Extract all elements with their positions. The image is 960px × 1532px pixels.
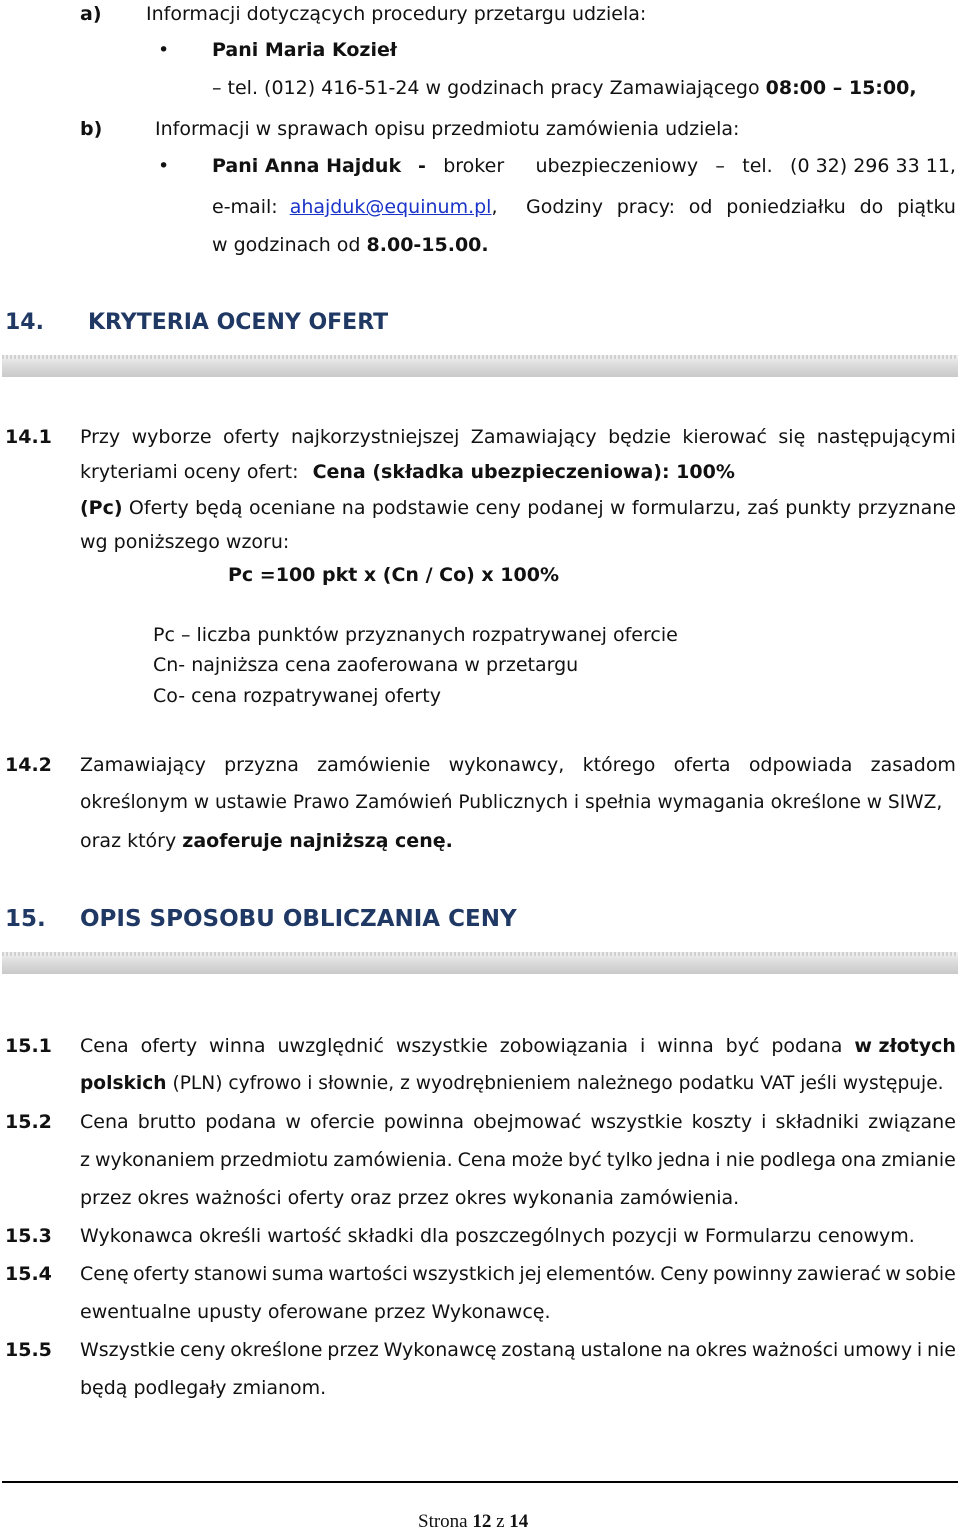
list-label-a: a) [80, 3, 102, 25]
office-hours-line: Godziny pracy: od poniedziałku do piątku [526, 196, 956, 218]
section-divider [2, 952, 958, 974]
section-divider [2, 355, 958, 377]
list-label-b: b) [80, 118, 103, 140]
para-15-4-line-1: Cenę oferty stanowi suma wartości wszystkich jej elementów. Ceny powinny zawierać w sobie [80, 1263, 956, 1285]
contact-line-a [212, 79, 917, 98]
para-14-1-line-1: Przy wyborze oferty najkorzystniejszej Zamawiający będzie kierować się następującymi [80, 426, 956, 448]
footer-rule [2, 1481, 958, 1483]
page-number: Strona 12 z 14 [418, 1511, 529, 1532]
para-14-1-line-2: kryteriami oceny ofert: Cena (składka ubezpieczeniowa): 100% [80, 461, 735, 483]
para-15-2-line-1: Cena brutto podana w ofercie powinna obejmować wszystkie koszty i składniki związane [80, 1111, 956, 1133]
para-14-1-line-3: (Pc) Oferty będą oceniane na podstawie ceny podanej w formularzu, zaś punkty przyznane [80, 497, 956, 519]
section-title-15: OPIS SPOSOBU OBLICZANIA CENY [80, 906, 517, 932]
section-number-15: 15. [5, 906, 46, 932]
legend-item: Cn- najniższa cena zaoferowana w przetargu [153, 654, 579, 676]
contact-role-line: - broker ubezpieczeniowy – tel. (0 32) 296 33 11, [418, 155, 956, 177]
para-15-5-line-2: będą podlegały zmianom. [80, 1377, 327, 1399]
para-number-15-5: 15.5 [5, 1339, 52, 1361]
para-number-15-1: 15.1 [5, 1035, 52, 1057]
para-15-1-line-1: Cena oferty winna uwzględnić wszystkie zobowiązania i winna być podana w złotych [80, 1035, 956, 1057]
para-15-1-line-2: polskich (PLN) cyfrowo i słownie, z wyodrębnieniem należnego podatku VAT jeśli występuje. [80, 1073, 944, 1094]
para-14-1-line-4: wg poniższego wzoru: [80, 531, 290, 553]
para-number-14-1: 14.1 [5, 426, 52, 448]
section-b-text: Informacji w sprawach opisu przedmiotu zamówienia udziela: [155, 118, 740, 140]
section-a-text: Informacji dotyczących procedury przetargu udziela: [146, 3, 647, 25]
para-14-2-line-1: Zamawiający przyzna zamówienie wykonawcy, którego oferta odpowiada zasadom [80, 754, 956, 776]
contact-name-a: Pani Maria Kozieł [212, 39, 397, 61]
lowest-price-emphasis: zaoferuje najniższą cenę. [182, 830, 453, 852]
contact-hours-a: 08:00 – 15:00, [765, 77, 917, 99]
section-title-14: KRYTERIA OCENY OFERT [88, 310, 389, 335]
contact-tel-a: – tel. (012) 416-51-24 w godzinach pracy Zamawiającego [212, 77, 760, 99]
para-number-14-2: 14.2 [5, 754, 52, 776]
para-number-15-2: 15.2 [5, 1111, 52, 1133]
legend-item: Co- cena rozpatrywanej oferty [153, 685, 441, 707]
para-number-15-4: 15.4 [5, 1263, 52, 1285]
para-15-5-line-1: Wszystkie ceny określone przez Wykonawcę zostaną ustalone na okres ważności umowy i nie [80, 1339, 956, 1361]
bullet-icon: • [158, 155, 170, 177]
para-15-2-line-3: przez okres ważności oferty oraz przez okres wykonania zamówienia. [80, 1187, 740, 1209]
bullet-icon: • [158, 39, 170, 61]
para-14-2-line-2: określonym w ustawie Prawo Zamówień Publicznych i spełnia wymagania określone w SIWZ, [80, 792, 943, 813]
criterion-price: Cena (składka ubezpieczeniowa): 100% [312, 461, 735, 483]
para-15-4-line-2: ewentualne upusty oferowane przez Wykonawcę. [80, 1301, 551, 1323]
office-hours-value: 8.00-15.00. [366, 234, 489, 256]
section-number-14: 14. [5, 310, 44, 335]
email-label: e-mail: [212, 196, 278, 218]
office-hours-line-2: w godzinach od 8.00-15.00. [212, 234, 489, 256]
email-link[interactable]: ahajduk@equinum.pl [289, 196, 492, 218]
contact-name-b: Pani Anna Hajduk [212, 155, 402, 177]
para-14-2-line-3: oraz który zaoferuje najniższą cenę. [80, 830, 453, 852]
para-15-2-line-2: z wykonaniem przedmiotu zamówienia. Cena może być tylko jedna i nie podlega ona zmianie [80, 1149, 956, 1171]
legend-item: Pc – liczba punktów przyznanych rozpatrywanej ofercie [153, 624, 678, 646]
para-number-15-3: 15.3 [5, 1225, 52, 1247]
email-line: e-mail: ahajduk@equinum.pl, [212, 196, 498, 218]
para-15-3-line-1: Wykonawca określi wartość składki dla poszczególnych pozycji w Formularzu cenowym. [80, 1225, 915, 1247]
formula: Pc =100 pkt x (Cn / Co) x 100% [228, 564, 559, 586]
